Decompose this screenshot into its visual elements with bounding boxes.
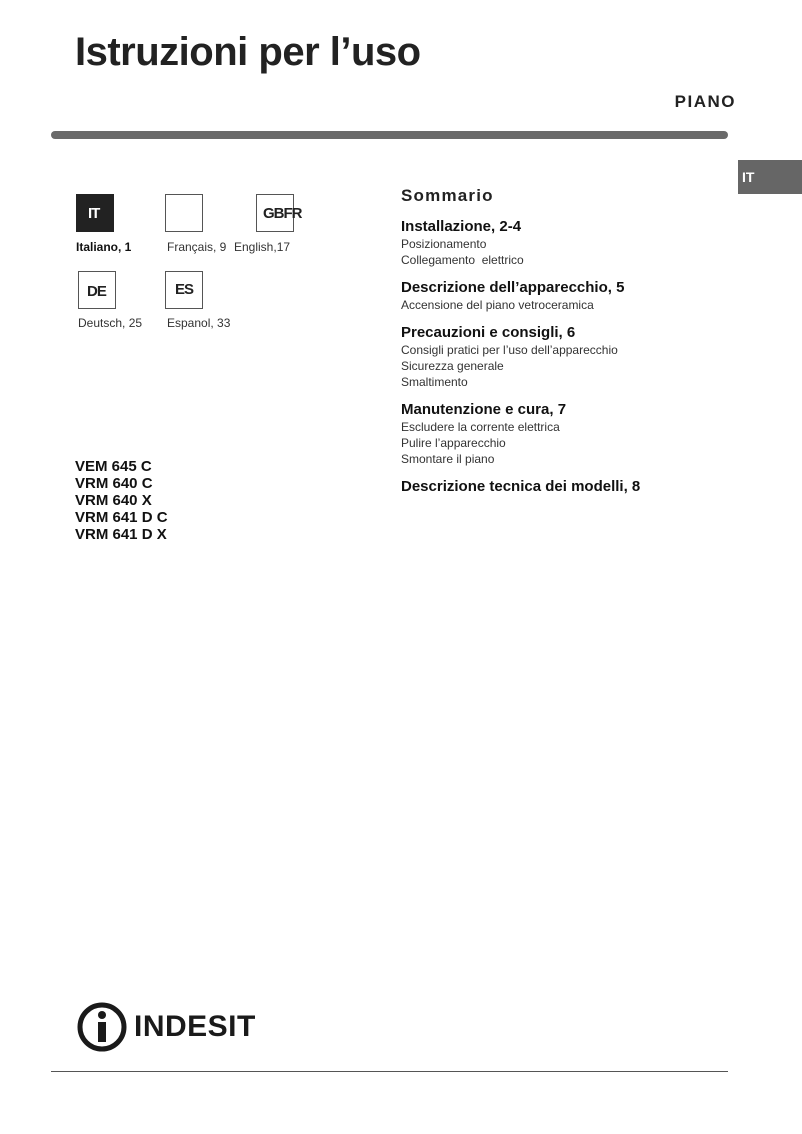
brand-name: INDESIT	[134, 1010, 256, 1043]
header-rule	[51, 131, 728, 139]
language-label-de: Deutsch, 25	[78, 316, 143, 330]
model-item: VRM 641 D X	[75, 526, 167, 543]
model-item: VEM 645 C	[75, 458, 152, 475]
model-item: VRM 640 X	[75, 492, 152, 509]
toc-item: Collegamento elettrico	[401, 253, 524, 267]
model-item: VRM 641 D C	[75, 509, 168, 526]
toc-item: Posizionamento	[401, 237, 487, 251]
toc-item: Smontare il piano	[401, 452, 495, 466]
indesit-logo-icon	[76, 1001, 128, 1053]
language-box-it: IT	[76, 194, 114, 232]
model-item: VRM 640 C	[75, 475, 153, 492]
toc-section-title[interactable]: Precauzioni e consigli, 6	[401, 324, 576, 341]
toc-section-title[interactable]: Manutenzione e cura, 7	[401, 401, 567, 418]
toc-section-title[interactable]: Descrizione tecnica dei modelli, 8	[401, 478, 641, 495]
table-of-contents	[401, 186, 721, 507]
toc-section-descrizione	[401, 279, 721, 313]
language-label-it: Italiano, 1	[76, 240, 132, 254]
language-side-tab: IT	[738, 160, 802, 194]
toc-section-title[interactable]: Installazione, 2-4	[401, 218, 522, 235]
toc-section-title[interactable]: Descrizione dell’apparecchio, 5	[401, 279, 625, 296]
product-category: PIANO	[674, 92, 736, 111]
toc-item: Smaltimento	[401, 375, 468, 389]
language-label-es: Espanol, 33	[167, 316, 231, 330]
toc-item: Consigli pratici per l’uso dell’apparecchio	[401, 343, 618, 357]
toc-section-precauzioni	[401, 324, 721, 390]
page-title: Istruzioni per l’uso	[75, 30, 421, 74]
language-label-gb: English,17	[234, 240, 291, 254]
toc-item: Accensione del piano vetroceramica	[401, 298, 594, 312]
language-label-fr: Français, 9	[167, 240, 227, 254]
toc-item: Sicurezza generale	[401, 359, 504, 373]
toc-item: Escludere la corrente elettrica	[401, 420, 560, 434]
toc-heading: Sommario	[401, 186, 494, 205]
toc-item: Pulire l’apparecchio	[401, 436, 506, 450]
brand-logo	[76, 1002, 256, 1052]
toc-section-tecnica	[401, 478, 721, 496]
model-list	[75, 458, 168, 543]
footer-rule	[51, 1071, 728, 1072]
language-box-de: DE	[78, 271, 116, 309]
toc-section-manutenzione	[401, 401, 721, 467]
toc-section-installazione	[401, 218, 721, 268]
language-box-gbfr: GBFR	[256, 194, 294, 232]
language-box-es: ES	[165, 271, 203, 309]
language-box-fr	[165, 194, 203, 232]
